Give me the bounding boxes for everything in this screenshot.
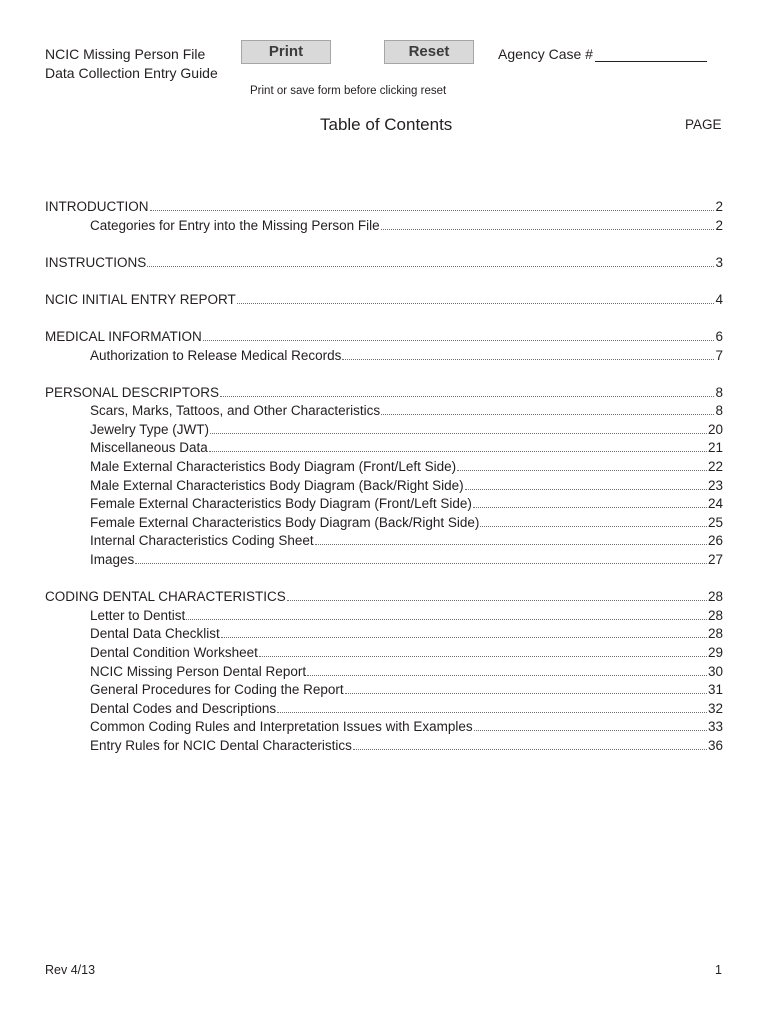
toc-dot-leader: [474, 730, 707, 731]
toc-entry-page: 7: [715, 347, 723, 363]
toc-entry-label: Dental Data Checklist: [90, 626, 220, 642]
print-note: Print or save form before clicking reset: [250, 85, 447, 97]
toc-entry-page: 32: [707, 700, 723, 716]
toc-entry-page: 2: [715, 217, 723, 233]
toc-dot-leader: [259, 656, 707, 657]
toc-dot-leader: [237, 303, 715, 304]
toc-subentry[interactable]: [45, 215, 723, 233]
toc-entry-label: Male External Characteristics Body Diagram (Front/Left Side): [90, 459, 457, 474]
toc-entry-label: INSTRUCTIONS: [45, 254, 147, 270]
toc-subentry[interactable]: [45, 679, 723, 697]
toc-entry[interactable]: [45, 326, 723, 344]
toc-subentry[interactable]: [45, 549, 723, 567]
toc-dot-leader: [381, 414, 714, 415]
document-title-line-1: NCIC Missing Person File: [45, 46, 206, 62]
toc-subentry[interactable]: [45, 419, 723, 437]
toc-entry-page: 20: [707, 421, 723, 437]
toc-dot-leader: [457, 470, 707, 471]
toc-entry-label: Jewelry Type (JWT): [90, 421, 210, 437]
toc-subentry[interactable]: [45, 605, 723, 623]
toc-entry[interactable]: [45, 289, 723, 307]
toc-entry-label: INTRODUCTION: [45, 199, 149, 214]
toc-entry-label: Images: [90, 552, 135, 567]
toc-page-header: PAGE: [685, 117, 722, 132]
toc-entry-label: CODING DENTAL CHARACTERISTICS: [45, 589, 286, 605]
toc-entry-page: 6: [715, 328, 723, 344]
toc-entry-page: 23: [707, 477, 723, 493]
toc-entry-page: 26: [707, 533, 723, 549]
toc-dot-leader: [210, 433, 707, 434]
toc-entry-label: Female External Characteristics Body Diagram (Back/Right Side): [90, 514, 480, 530]
toc-entry[interactable]: [45, 586, 723, 604]
toc-entry-label: PERSONAL DESCRIPTORS: [45, 384, 220, 400]
toc-dot-leader: [147, 266, 714, 267]
toc-entry-page: 30: [707, 663, 723, 679]
toc-subentry[interactable]: [45, 475, 723, 493]
toc-dot-leader: [473, 507, 707, 508]
revision-label: Rev 4/13: [45, 963, 96, 977]
print-button[interactable]: Print: [241, 40, 331, 64]
toc-entry-page: 28: [707, 607, 723, 623]
toc-entry-label: Miscellaneous Data: [90, 440, 208, 456]
toc-subentry[interactable]: [45, 623, 723, 641]
toc-entry-page: 8: [715, 403, 723, 419]
toc-dot-leader: [186, 619, 707, 620]
toc-entry-label: Common Coding Rules and Interpretation Issues with Examples: [90, 719, 473, 735]
toc-entry-page: 2: [715, 199, 723, 214]
toc-subentry[interactable]: [45, 456, 723, 474]
toc-subentry[interactable]: [45, 642, 723, 660]
toc-dot-leader: [307, 675, 707, 676]
toc-entry-page: 33: [707, 719, 723, 735]
page-number: 1: [715, 963, 722, 977]
toc-dot-leader: [135, 563, 707, 564]
toc-dot-leader: [209, 451, 707, 452]
toc-entry-page: 22: [707, 459, 723, 474]
toc-subentry[interactable]: [45, 400, 723, 418]
toc-dot-leader: [345, 693, 707, 694]
toc-dot-leader: [353, 749, 707, 750]
toc-dot-leader: [220, 396, 714, 397]
toc-dot-leader: [221, 637, 707, 638]
toc-entry-label: Scars, Marks, Tattoos, and Other Characteristics: [90, 403, 381, 419]
toc-subentry[interactable]: [45, 345, 723, 363]
toc-dot-leader: [480, 526, 707, 527]
toc-entry-page: 24: [707, 496, 723, 512]
toc-entry-page: 36: [707, 737, 723, 753]
toc-title: Table of Contents: [320, 115, 453, 134]
toc-entry-label: Internal Characteristics Coding Sheet: [90, 533, 314, 549]
toc-entry-label: Dental Codes and Descriptions: [90, 700, 277, 716]
toc-entry-label: NCIC Missing Person Dental Report: [90, 663, 307, 679]
toc-entry-page: 28: [707, 626, 723, 642]
agency-case-label: Agency Case #: [498, 46, 593, 62]
toc-dot-leader: [315, 544, 707, 545]
toc-subentry[interactable]: [45, 493, 723, 511]
toc-entry-label: Authorization to Release Medical Records: [90, 347, 342, 363]
toc-entry-page: 25: [707, 514, 723, 530]
toc-entry-page: 21: [707, 440, 723, 456]
reset-button[interactable]: Reset: [384, 40, 474, 64]
toc-subentry[interactable]: [45, 437, 723, 455]
toc-subentry[interactable]: [45, 716, 723, 734]
toc-entry-page: 8: [715, 384, 723, 400]
toc-entry[interactable]: [45, 382, 723, 400]
agency-case-field: [498, 45, 707, 62]
toc-entry-label: Female External Characteristics Body Diagram (Front/Left Side): [90, 496, 472, 512]
toc-entry-page: 31: [707, 682, 723, 698]
toc-entry-label: Categories for Entry into the Missing Person File: [90, 217, 380, 233]
toc-entry-page: 28: [707, 589, 723, 605]
toc-dot-leader: [465, 489, 707, 490]
toc-entry[interactable]: [45, 196, 723, 214]
toc-entry-label: MEDICAL INFORMATION: [45, 328, 202, 344]
toc-entry-label: Entry Rules for NCIC Dental Characteristics: [90, 737, 352, 753]
toc-subentry[interactable]: [45, 512, 723, 530]
agency-case-input[interactable]: [595, 45, 707, 62]
toc-dot-leader: [150, 210, 715, 211]
toc-subentry[interactable]: [45, 735, 723, 753]
toc-entry-label: NCIC INITIAL ENTRY REPORT: [45, 291, 236, 307]
toc-entry-page: 29: [707, 644, 723, 660]
toc-dot-leader: [342, 359, 714, 360]
toc-dot-leader: [203, 340, 715, 341]
document-title: [45, 45, 218, 83]
toc-entry-page: 27: [707, 552, 723, 567]
toc-dot-leader: [277, 712, 707, 713]
toc-entry-label: Dental Condition Worksheet: [90, 644, 258, 660]
toc-entry-page: 4: [715, 291, 723, 307]
document-title-line-2: Data Collection Entry Guide: [45, 65, 218, 81]
toc-dot-leader: [381, 229, 715, 230]
toc-dot-leader: [287, 600, 707, 601]
toc-entry-page: 3: [715, 254, 723, 270]
toc-entry[interactable]: [45, 252, 723, 270]
toc-entry-label: Letter to Dentist: [90, 607, 186, 623]
toc-entry-label: General Procedures for Coding the Report: [90, 682, 344, 698]
toc-subentry[interactable]: [45, 530, 723, 548]
toc-entry-label: Male External Characteristics Body Diagram (Back/Right Side): [90, 477, 464, 493]
toc-subentry[interactable]: [45, 698, 723, 716]
toc-subentry[interactable]: [45, 661, 723, 679]
